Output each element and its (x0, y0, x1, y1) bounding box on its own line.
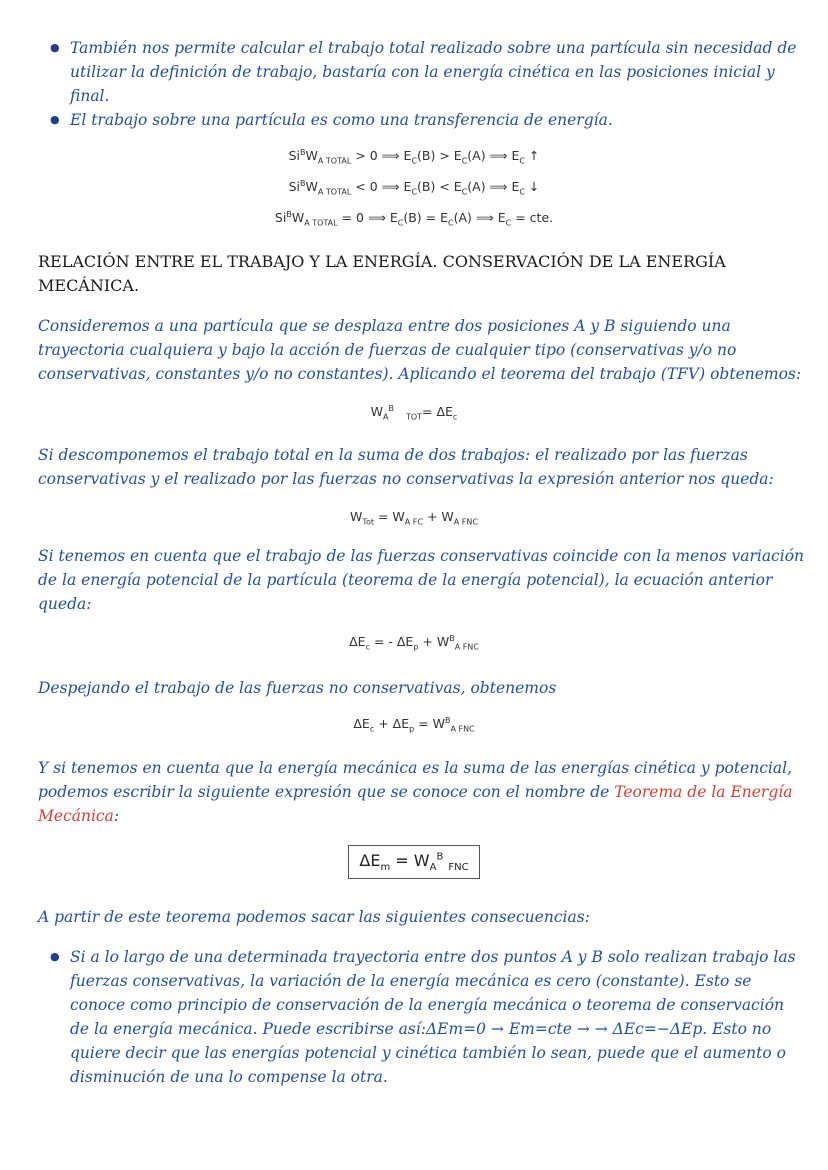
consequences-bullet-list (38, 945, 798, 1089)
paragraph-nonconservative: Despejando el trabajo de las fuerzas no conservativas, obtenemos (38, 679, 557, 697)
theorem-name-highlight: Teorema de la Energía Mecánica (38, 783, 793, 825)
equation-kinetic-potential: $\Delta E_c$ = - $\Delta E_p + W^B_{A FNC}$ (349, 634, 479, 652)
equation-total-work: $W_A^B$ $_{TOT}= \Delta E_c$ (370, 404, 458, 422)
equation-work-sum: $W_{Tot} = W_{A FC} + W_{A FNC}$ (350, 509, 478, 527)
paragraph-theorem-intro: Consideremos a una partícula que se desplaza entre dos posiciones A y B siguiendo una trayectoria cualquiera y bajo la acción de fuerzas de cualquier tipo (conservativas y/o no conservativas, constantes y/o no constantes). Aplicando el teorema del trabajo (TFV) obtenemos: (38, 317, 802, 383)
mechanical-energy-theorem-equation: $\Delta E_m = W_A^B$ $_{FNC}$ (348, 845, 479, 879)
energy-rule-positive: $Si^BW_{A TOTAL} > 0$ ⟹ $E_C(B) > E_C(A)$ ⟹ $E_C$ ↑ (288, 148, 540, 166)
energy-rule-zero: $Si^BW_{A TOTAL} = 0$ ⟹ $E_C(B) = E_C(A)$ ⟹ $E_C$ = cte. (274, 210, 554, 228)
list-item: ● También nos permite calcular el trabajo total realizado sobre una partícula sin necesidad de utilizar la definición de trabajo, bastaría con la energía cinética en las posiciones inicial y final. (38, 36, 798, 108)
paragraph-potential-energy: Si tenemos en cuenta que el trabajo de las fuerzas conservativas coincide con la menos variación de la energía potencial de la partícula (teorema de la energía potencial), la ecuación anterior queda: (38, 547, 805, 613)
intro-bullet-list (38, 36, 798, 132)
energy-rule-negative: $Si^BW_{A TOTAL} < 0$ ⟹ $E_C(B) < E_C(A)$ ⟹ $E_C$ ↓ (288, 179, 540, 197)
paragraph-work-decomposition: Si descomponemos el trabajo total en la suma de dos trabajos: el realizado por las fuerzas conservativas y el realizado por las fuerzas no conservativas la expresión anterior nos queda: (38, 446, 774, 488)
boxed-equation-wrapper (0, 845, 828, 879)
paragraph-consequences: A partir de este teorema podemos sacar las siguientes consecuencias: (38, 908, 590, 926)
list-item: ● El trabajo sobre una partícula es como una transferencia de energía. (38, 108, 798, 132)
section-heading: RELACIÓN ENTRE EL TRABAJO Y LA ENERGÍA. CONSERVACIÓN DE LA ENERGÍA MECÁNICA. (38, 252, 726, 295)
paragraph-mechanical-energy: Y si tenemos en cuenta que la energía mecánica es la suma de las energías cinética y potencial, podemos escribir la siguiente expresión que se conoce con el nombre de Teorema de la Energía Mecánica: (38, 759, 793, 825)
list-item: ● Si a lo largo de una determinada trayectoria entre dos puntos A y B solo realizan trabajo las fuerzas conservativas, la variación de la energía mecánica es cero (constante). Esto se conoce como principio de conservación de la energía mecánica o teorema de conservación de la energía mecánica. Puede escribirse así:ΔEm=0 → Em=cte → → ΔEc=−ΔEp. Esto no quiere decir que las energías potencial y cinética también lo sean, puede que el aumento o disminución de una lo compense la otra. (38, 945, 798, 1089)
equation-nonconservative-work: $\Delta E_c + \Delta E_p = W^B_{A FNC}$ (353, 716, 475, 734)
